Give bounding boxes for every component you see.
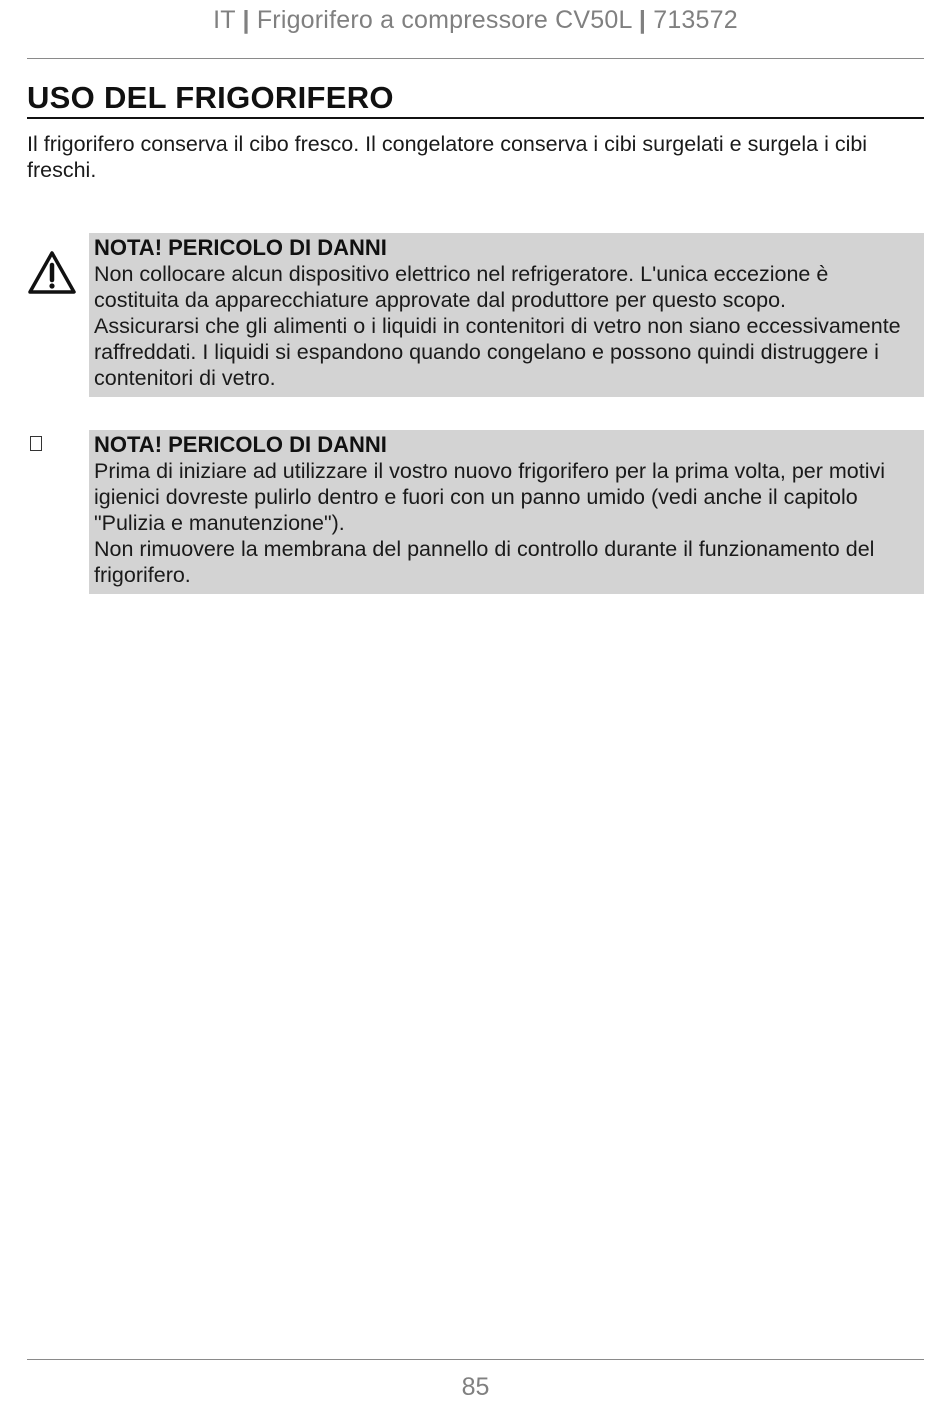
header-divider	[27, 58, 924, 59]
header-product-name: Frigorifero a compressore CV50L	[256, 6, 632, 34]
notice-box	[89, 233, 924, 397]
header-separator: |	[638, 6, 647, 34]
header-language: IT	[213, 6, 236, 34]
notice-paragraph: Prima di iniziare ad utilizzare il vostro nuovo frigorifero per la prima volta, per motivi igienici dovreste pulirlo dentro e fuori con un panno umido (vedi anche il capitolo "Pulizia e manutenzione").	[94, 459, 886, 535]
notice-paragraph: Non collocare alcun dispositivo elettrico nel refrigeratore. L'unica eccezione è costituita da apparecchiature approvate dal produttore per questo scopo.	[94, 262, 829, 312]
notice-paragraph: Assicurarsi che gli alimenti o i liquidi in contenitori di vetro non siano eccessivamente raffreddati. I liquidi si espandono quando congelano e possono quindi distruggere i contenitori di vetro.	[94, 314, 901, 390]
header-separator: |	[242, 6, 250, 34]
warning-triangle-icon	[27, 250, 79, 300]
notice-heading: NOTA! PERICOLO DI DANNI	[94, 235, 387, 260]
section-title: USO DEL FRIGORIFERO	[27, 80, 924, 119]
notice-box	[89, 430, 924, 594]
page-header	[27, 6, 924, 35]
header-article-number: 713572	[653, 6, 738, 34]
page-number: 85	[461, 1373, 490, 1401]
notice-paragraph: Non rimuovere la membrana del pannello di controllo durante il funzionamento del frigorifero.	[94, 537, 875, 587]
intro-paragraph: Il frigorifero conserva il cibo fresco. Il congelatore conserva i cibi surgelati e surgela i cibi freschi.	[27, 132, 868, 182]
missing-glyph-icon	[27, 436, 79, 456]
footer-divider	[27, 1359, 924, 1360]
notice-heading: NOTA! PERICOLO DI DANNI	[94, 432, 387, 457]
